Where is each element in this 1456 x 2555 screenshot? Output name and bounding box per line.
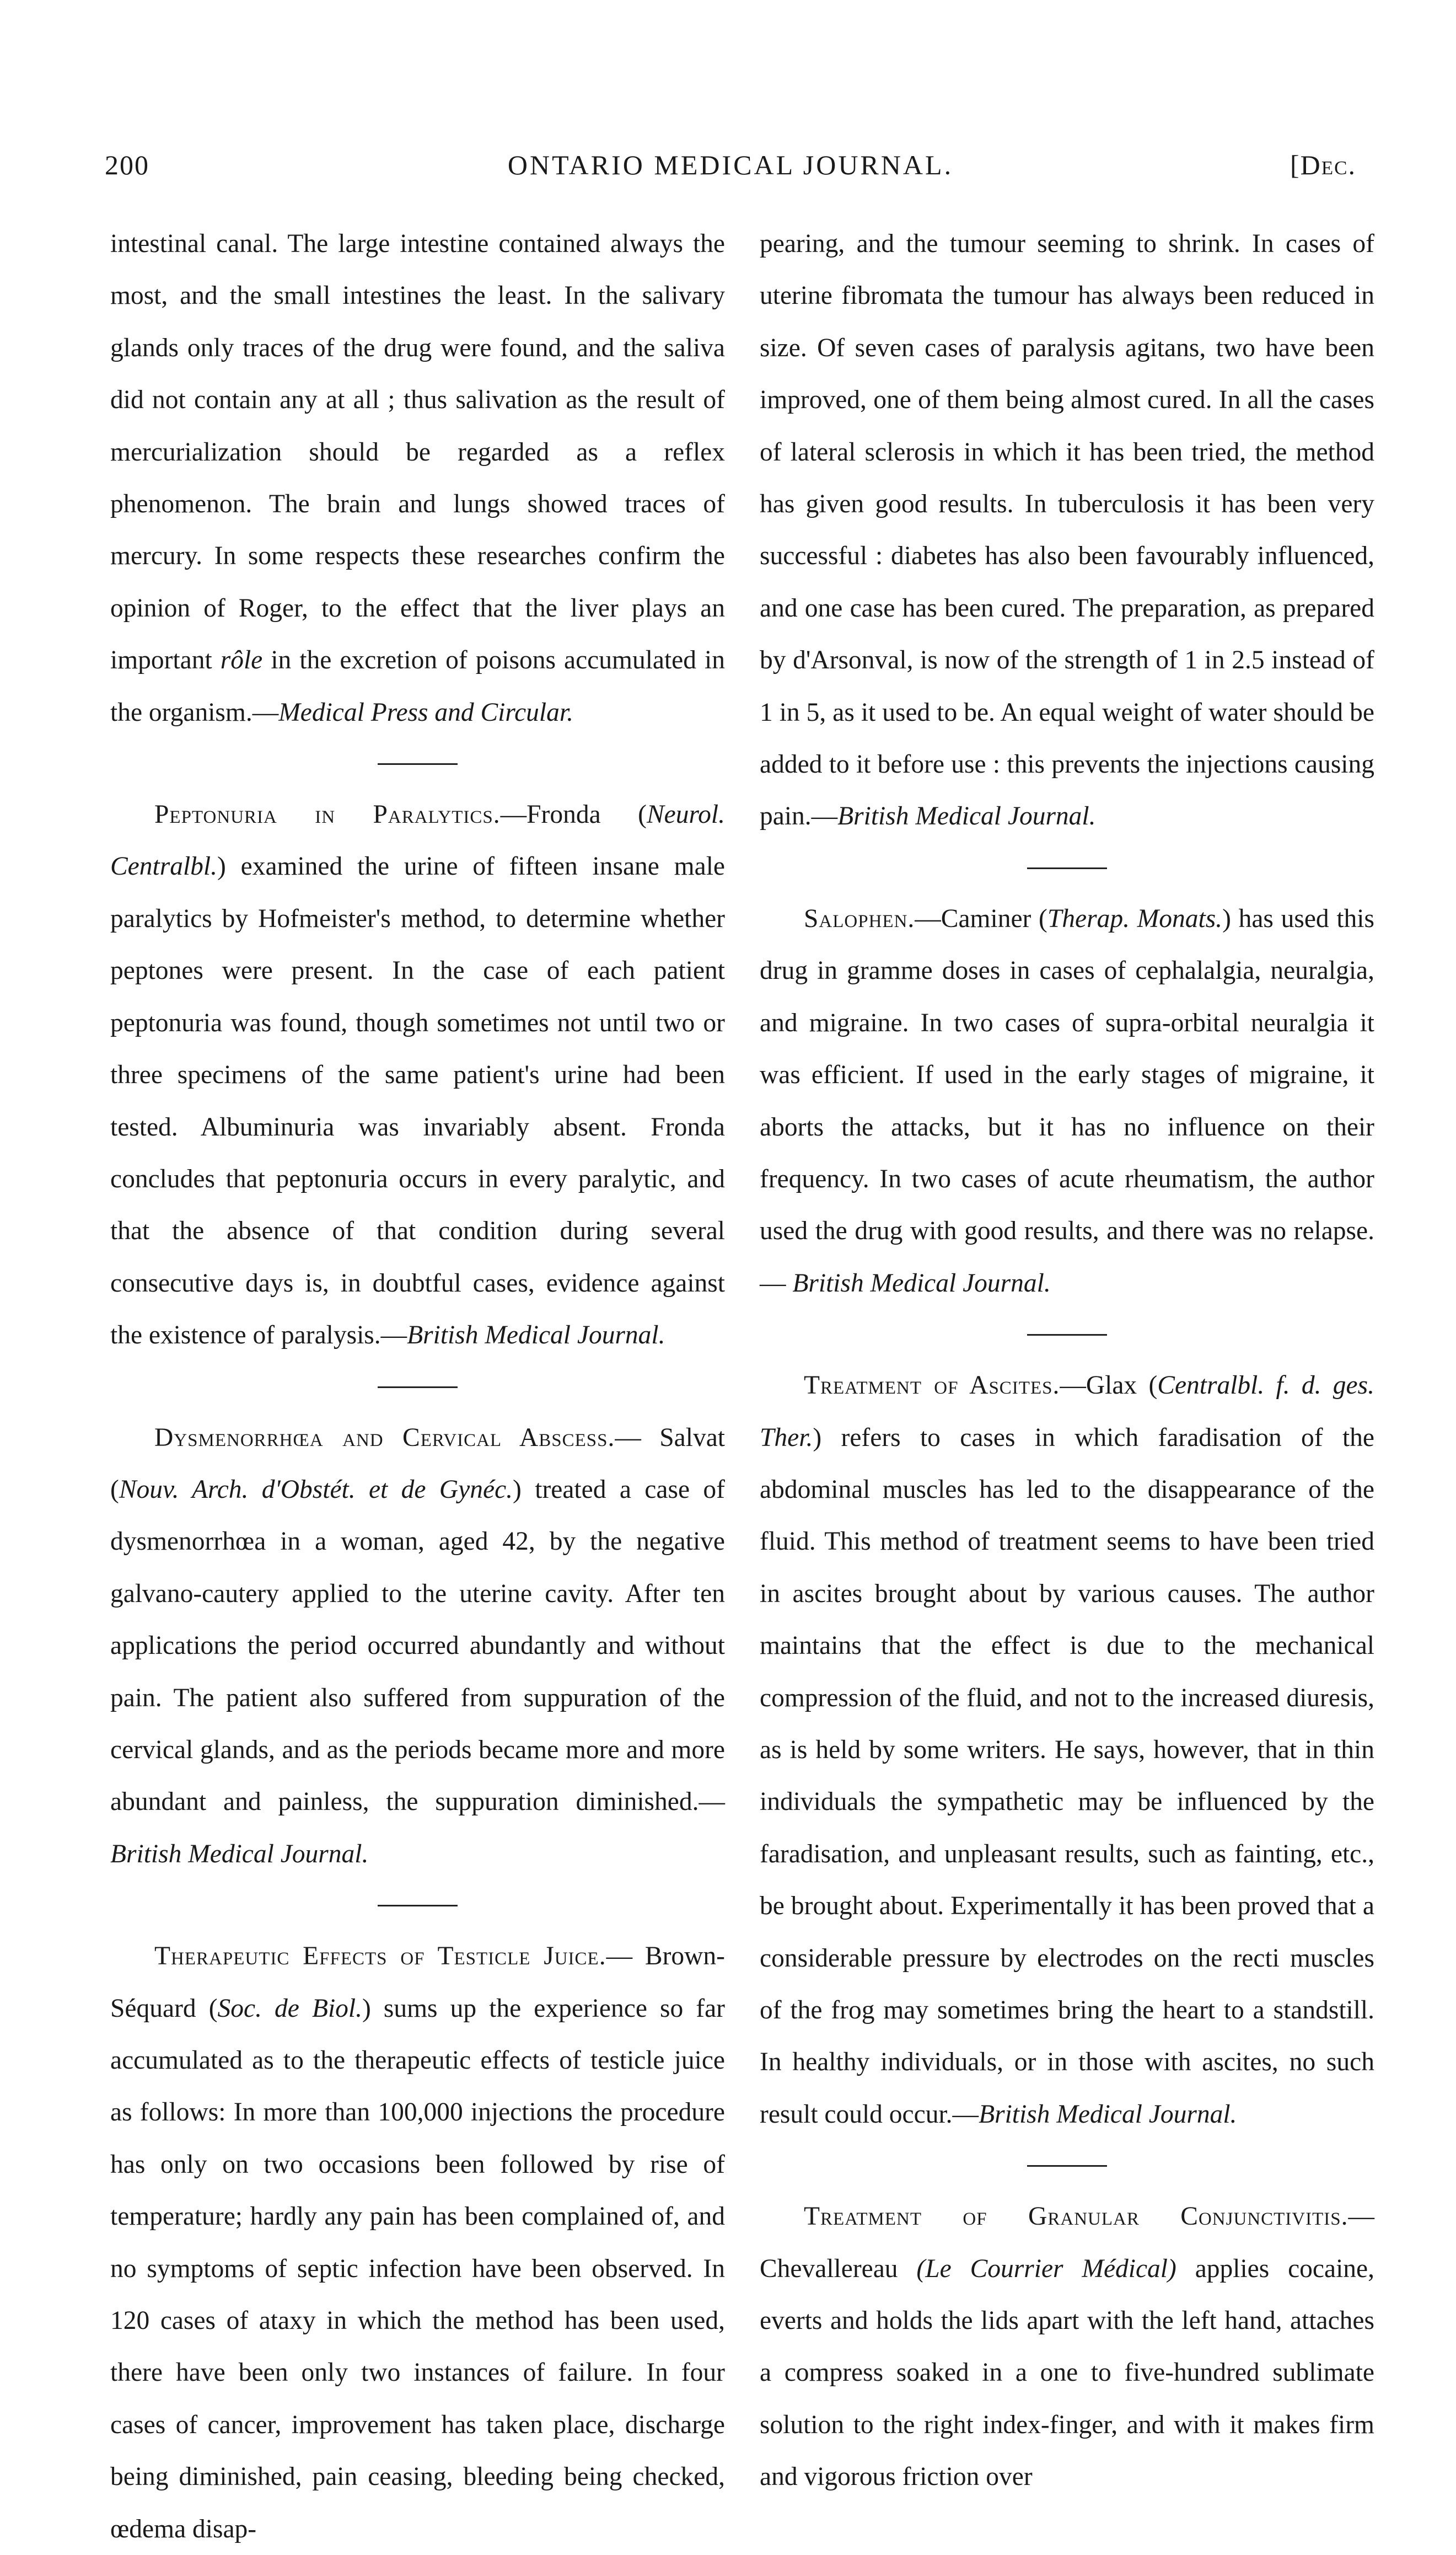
paragraph [110,789,725,1361]
source-citation: British Medical Journal. [837,802,1096,831]
article-peptonuria [110,789,725,1361]
author-text: — Chevallereau [760,2202,1374,2283]
author-text: —Caminer ( [915,904,1047,933]
source-citation: British Medical Journal. [110,1839,369,1868]
article-salophen [760,893,1374,1309]
body-text: intestinal canal. The large intestine contained always the most, and the small intestines the least. In the salivary glands only traces of the drug were found, and the saliva did not contain any at all ; thus salivation as the result of mercurialization should be regarded as a reflex phenomenon. The brain and lungs showed traces of mercury. In some respects these researches confirm the opinion of Roger, to the effect that the liver plays an important [110,229,725,675]
paragraph [110,1412,725,1881]
journal-title: ONTARIO MEDICAL JOURNAL. [507,149,954,180]
journal-citation: Neurol. Centralbl. [110,800,725,881]
italic-term: rôle [220,646,263,675]
section-divider [1027,2165,1107,2167]
article-continuation-mercury [110,218,725,738]
article-title: Peptonuria in Paralytics. [154,800,501,829]
page-number: 200 [105,149,149,180]
paragraph [110,218,725,738]
body-text: ) treated a case of dysmenorrhœa in a woman, aged 42, by the negative galvano-cautery applied to the uterine cavity. After ten applications the period occurred abundantly and without pain. The patient also suffered from suppuration of the cervical glands, and as the periods became more and more abundant and painless, the suppuration diminished.— [110,1475,725,1817]
article-testicle-juice [110,1930,725,2555]
source-citation: British Medical Journal. [407,1321,665,1350]
body-text: applies cocaine, everts and holds the lids apart with the left hand, attaches a compress soaked in a one to five-hundred sublimate solution to the right index-finger, and with it makes firm and vigorous friction over [760,2254,1374,2492]
source-citation: British Medical Journal. [979,2099,1237,2129]
section-divider [378,1905,458,1906]
body-text: ) examined the urine of fifteen insane male paralytics by Hofmeister's method, to determine whether peptones were present. In the case of each patient peptonuria was found, though sometimes not until two or three specimens of the same patient's urine had been tested. Albuminuria was invariably absent. Fronda concludes that peptonuria occurs in every paralytic, and that the absence of that condition during several consecutive days is, in doubtful cases, evidence against the existence of paralysis.— [110,852,725,1350]
issue-month: [Dec. [1290,149,1356,180]
article-continuation-testicle-juice [760,218,1374,843]
author-text: — Brown-Séquard ( [110,1942,726,2023]
body-text: ) has used this drug in gramme doses in cases of cephalalgia, neuralgia, and migraine. In two cases of supra-orbital neuralgia it was efficient. If used in the early stages of migraine, it aborts the attacks, but it has no influence on their frequency. In two cases of acute rheumatism, the author used the drug with good results, and there was no relapse.— [760,904,1374,1298]
paragraph [760,2190,1374,2503]
section-divider [1027,1334,1107,1336]
author-text: —Glax ( [1060,1371,1158,1400]
source-citation: British Medical Journal. [792,1268,1051,1298]
article-granular-conjunctivitis [760,2190,1374,2503]
article-title: Salophen. [804,904,915,933]
article-title: Dysmenorrhœa and Cervical Abscess. [154,1423,615,1452]
journal-citation: Therap. Monats. [1047,904,1223,933]
paragraph [110,1930,725,2555]
paragraph [760,1359,1374,2140]
journal-citation: Centralbl. f. d. ges. Ther. [760,1371,1374,1452]
paragraph [760,218,1374,843]
body-text: ) refers to cases in which faradisation of the abdominal muscles has led to the disappearance of the fluid. This method of treatment seems to have been tried in ascites brought about by various causes. The author maintains that the effect is due to the mechanical compression of the fluid, and not to the increased diuresis, as is held by some writers. He says, however, that in thin individuals the sympathetic may be influenced by the faradisation, and unpleasant results, such as fainting, etc., be brought about. Experimentally it has been proved that a considerable pressure by electrodes on the recti muscles of the frog may sometimes bring the heart to a standstill. In healthy individuals, or in those with ascites, no such result could occur.— [760,1423,1374,2129]
article-title: Therapeutic Effects of Testicle Juice. [154,1942,606,1971]
body-text: pearing, and the tumour seeming to shrink. In cases of uterine fibromata the tumour has always been reduced in size. Of seven cases of paralysis agitans, two have been improved, one of them being almost cured. In all the cases of lateral sclerosis in which it has been tried, the method has given good results. In tuberculosis it has been very successful : diabetes has also been favourably influenced, and one case has been cured. The preparation, as prepared by d'Arsonval, is now of the strength of 1 in 2.5 instead of 1 in 5, as it used to be. An equal weight of water should be added to it before use : this prevents the injections causing pain.— [760,229,1374,831]
section-divider [1027,867,1107,869]
running-header [105,149,1356,193]
article-title: Treatment of Granular Conjunctivitis. [804,2202,1348,2231]
source-citation: Medical Press and Circular. [278,698,573,727]
article-ascites [760,1359,1374,2140]
journal-citation: (Le Courrier Médical) [916,2254,1176,2283]
article-dysmenorrhoea [110,1412,725,1881]
paragraph [760,893,1374,1309]
section-divider [378,1386,458,1388]
author-text: — Salvat ( [110,1423,725,1504]
journal-citation: Nouv. Arch. d'Obstét. et de Gynéc. [119,1475,513,1504]
right-column [760,218,1374,2503]
article-title: Treatment of Ascites. [804,1371,1060,1400]
journal-citation: Soc. de Biol. [217,1994,362,2023]
left-column [110,218,725,2555]
body-text: in the excretion of poisons accumulated in the organism.— [110,646,725,727]
author-text: —Fronda ( [500,800,647,829]
body-text: ) sums up the experience so far accumulated as to the therapeutic effects of testicle juice as follows: In more than 100,000 injections the procedure has only on two occasions been followed by rise of temperature; hardly any pain has been complained of, and no symptoms of septic infection have been observed. In 120 cases of ataxy in which the method has been used, there have been only two instances of failure. In four cases of cancer, improvement has taken place, discharge being diminished, pain ceasing, bleeding being checked, œdema disap- [110,1994,725,2543]
section-divider [378,763,458,765]
